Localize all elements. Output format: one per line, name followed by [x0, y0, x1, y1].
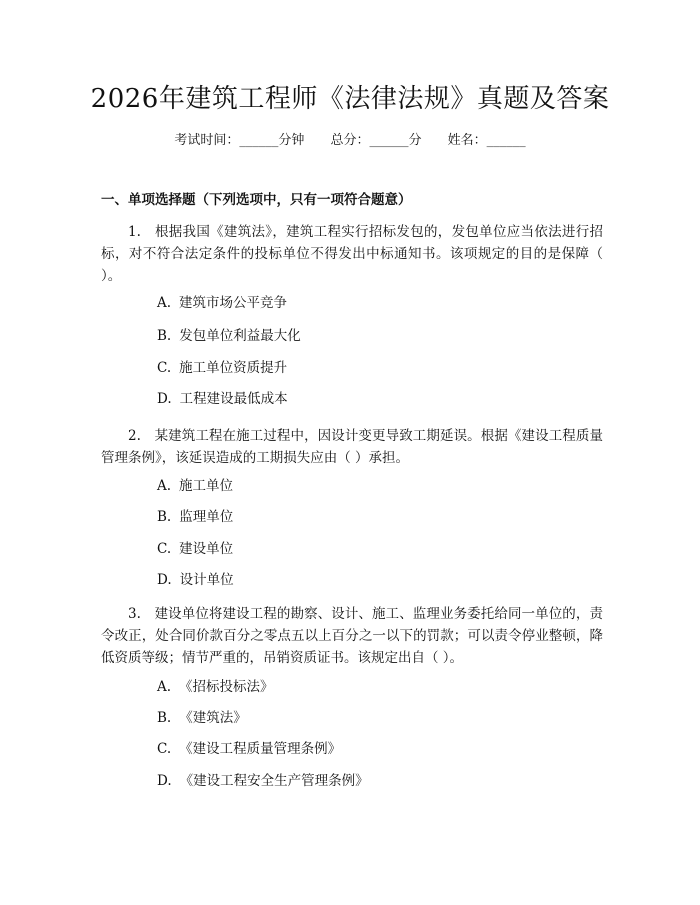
total-score-field: 总分：______分: [330, 133, 422, 148]
exam-time-field: 考试时间：______分钟: [174, 133, 305, 148]
option-letter: C.: [157, 541, 172, 557]
question-2-option-c: [157, 540, 233, 558]
page-title: 2026年建筑工程师《法律法规》真题及答案: [90, 84, 610, 114]
question-2-option-d: [157, 571, 234, 589]
option-letter: D.: [157, 572, 172, 588]
question-1-option-a: [157, 294, 287, 312]
question-3-option-c: [157, 740, 341, 758]
option-text: 建筑市场公平竞争: [179, 295, 288, 311]
name-field: 姓名：______: [447, 133, 526, 148]
option-letter: A.: [157, 478, 172, 494]
question-1-option-d: [157, 390, 288, 408]
option-text: 《建筑法》: [179, 710, 247, 726]
option-letter: D.: [157, 391, 172, 407]
question-2-option-a: [157, 477, 233, 495]
option-letter: B.: [157, 710, 172, 726]
option-letter: D.: [157, 773, 172, 789]
option-text: 监理单位: [179, 509, 234, 525]
option-letter: B.: [157, 509, 172, 525]
exam-meta: [0, 132, 700, 150]
option-text: 建设单位: [179, 541, 234, 557]
section-heading: 一、单项选择题（下列选项中，只有一项符合题意）: [101, 192, 412, 208]
option-text: 工程建设最低成本: [179, 391, 288, 407]
option-text: 《建设工程质量管理条例》: [179, 741, 342, 757]
question-3-option-d: [157, 772, 369, 790]
question-2-option-b: [157, 508, 233, 526]
question-3-option-b: [157, 709, 247, 727]
option-text: 施工单位: [179, 478, 234, 494]
option-text: 《招标投标法》: [179, 679, 274, 695]
question-1-option-b: [157, 327, 301, 345]
question-1-option-c: [157, 359, 287, 377]
question-2-text: 2. 某建筑工程在施工过程中，因设计变更导致工期延误。根据《建设工程质量管理条例》，该延误造成的工期损失应由（ ）承担。: [101, 428, 603, 466]
option-letter: A.: [157, 295, 172, 311]
option-text: 施工单位资质提升: [179, 360, 288, 376]
option-letter: C.: [157, 360, 172, 376]
option-text: 《建设工程安全生产管理条例》: [179, 773, 369, 789]
option-text: 设计单位: [179, 572, 234, 588]
option-text: 发包单位利益最大化: [179, 328, 301, 344]
question-3-option-a: [157, 678, 274, 696]
option-letter: A.: [157, 679, 172, 695]
option-letter: B.: [157, 328, 172, 344]
question-3-text: 3. 建设单位将建设工程的勘察、设计、施工、监理业务委托给同一单位的，责令改正，处合同价款百分之零点五以上百分之一以下的罚款；可以责令停业整顿，降低资质等级；情节严重的，吊销资质证书。该规定出自（ ）。: [101, 606, 603, 666]
question-1-text: 1. 根据我国《建筑法》，建筑工程实行招标发包的，发包单位应当依法进行招标，对不符合法定条件的投标单位不得发出中标通知书。该项规定的目的是保障（ ）。: [101, 224, 603, 284]
option-letter: C.: [157, 741, 172, 757]
